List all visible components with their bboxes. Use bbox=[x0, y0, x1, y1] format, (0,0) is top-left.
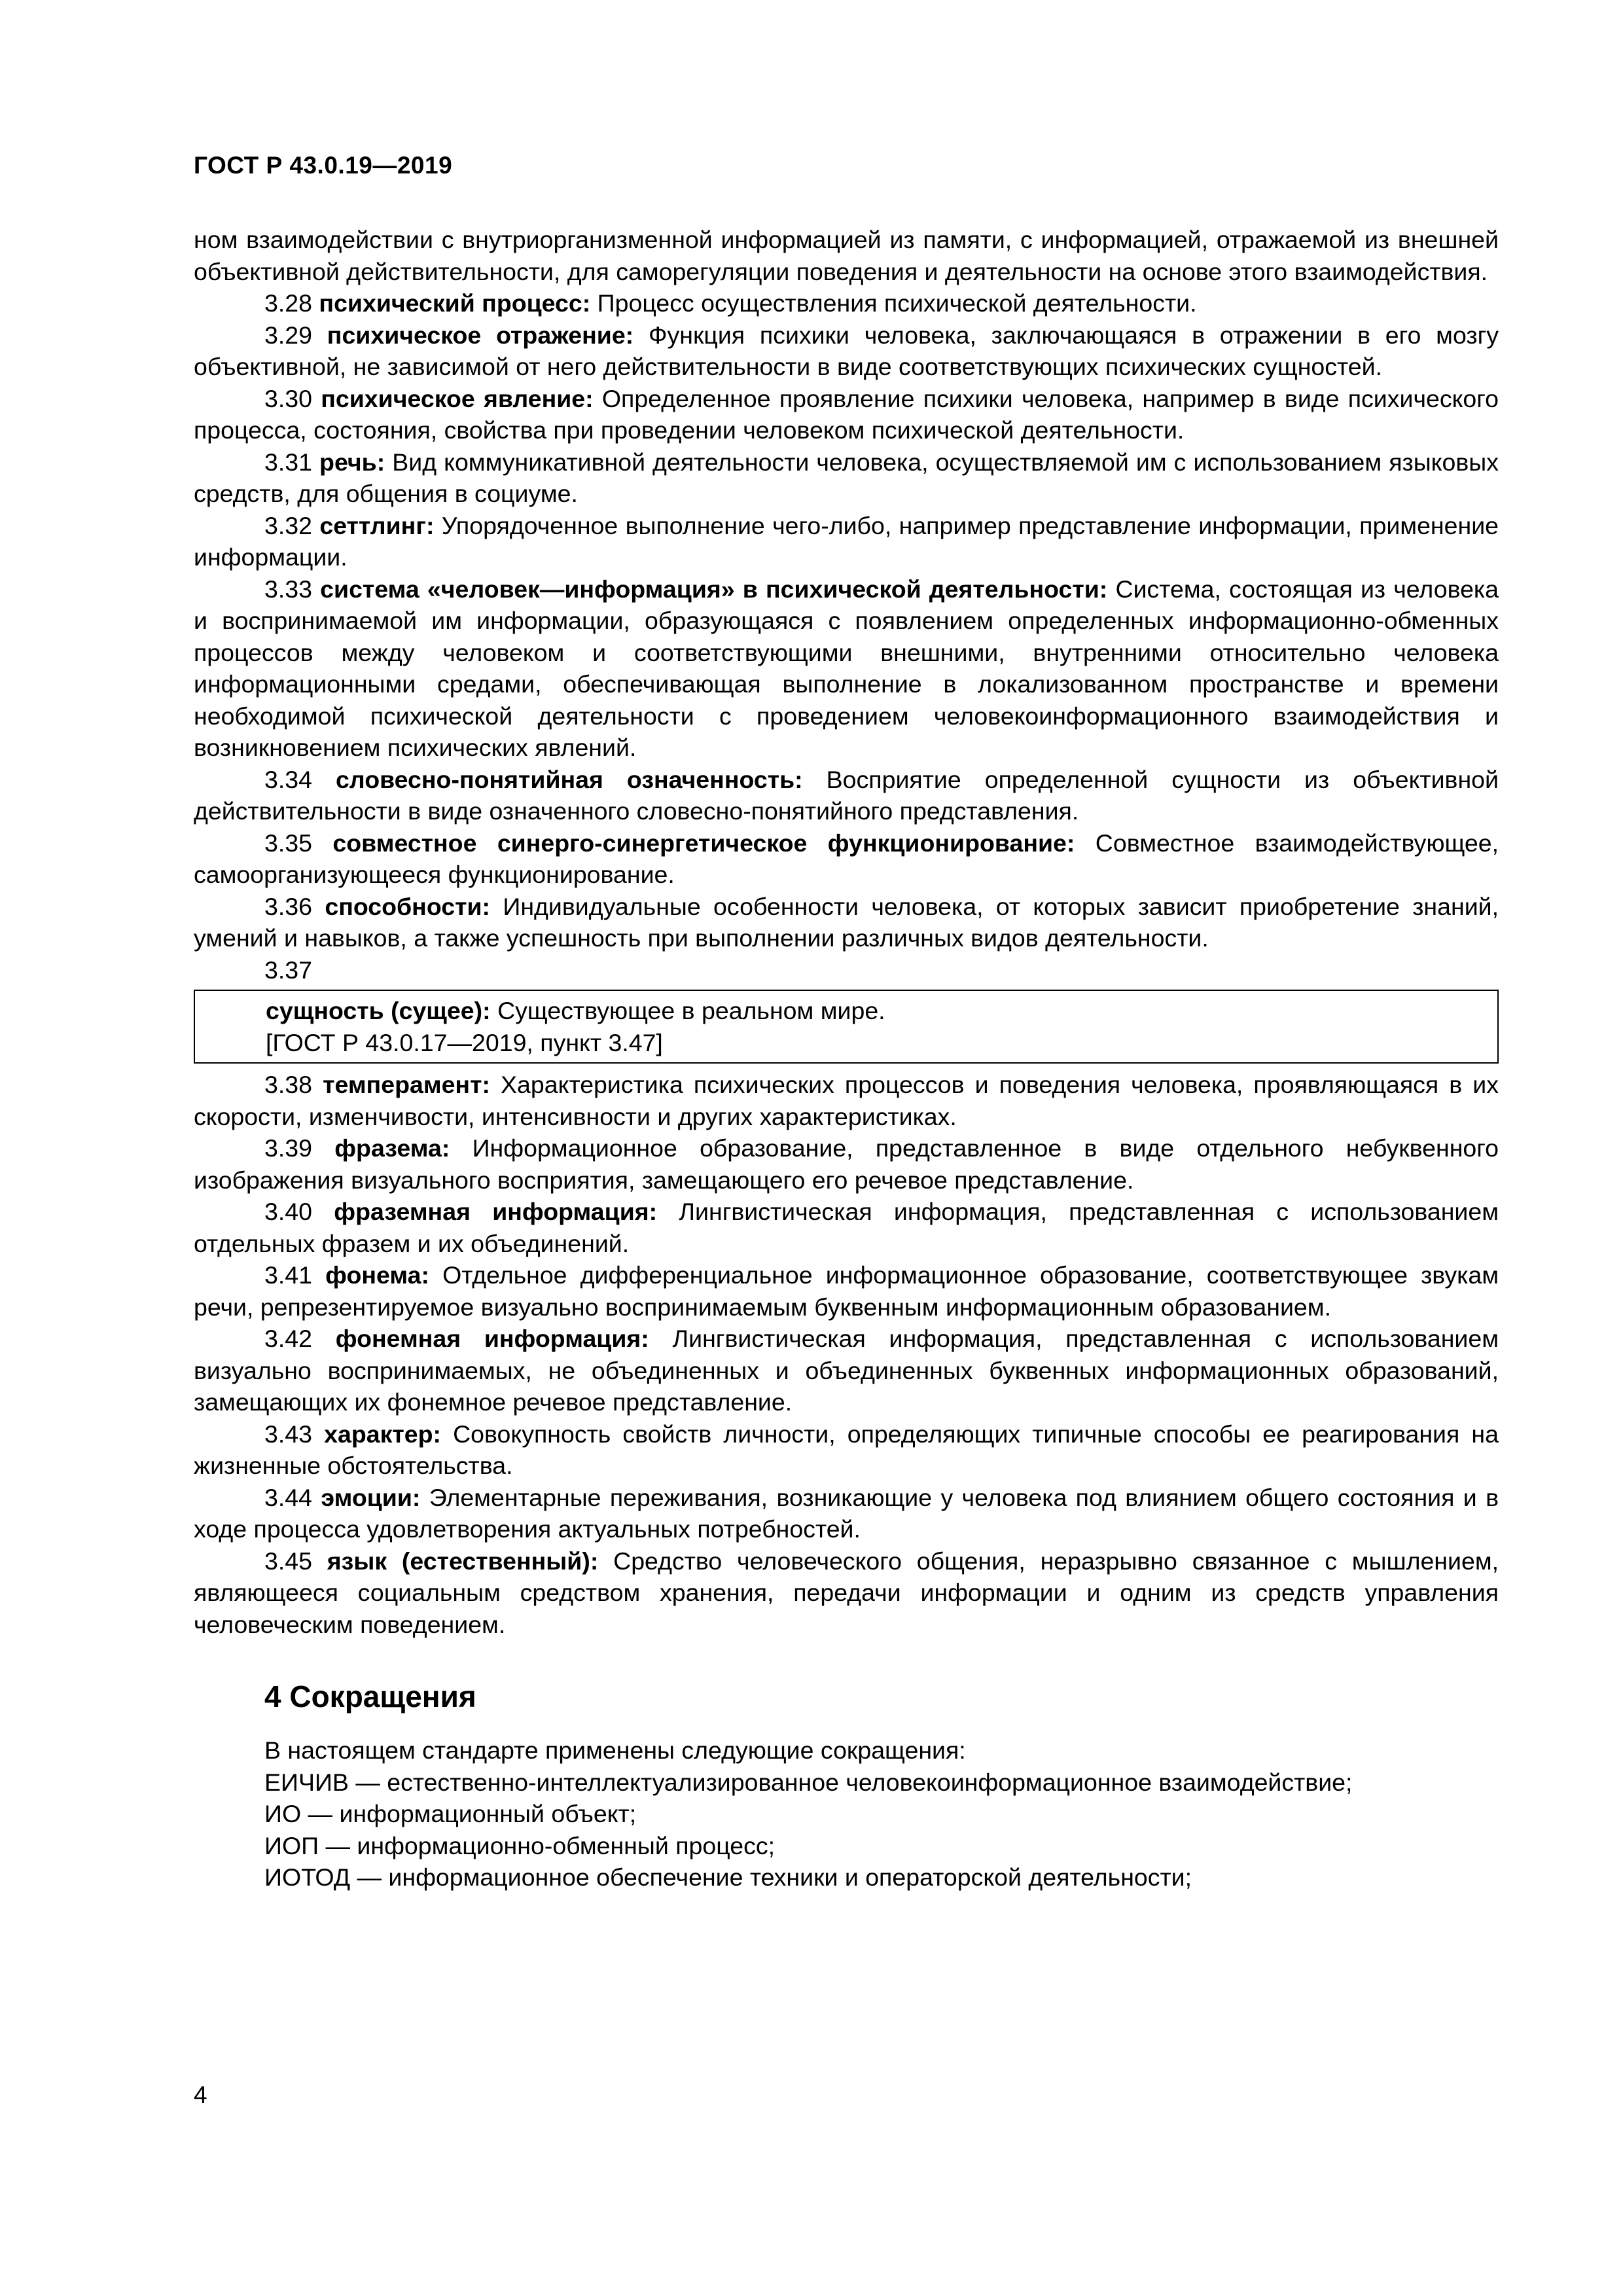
boxed-definition bbox=[194, 990, 1499, 1064]
term-number: 3.38 bbox=[264, 1071, 312, 1098]
abbreviation-item: ИОТОД — информационное обеспечение техники и операторской деятельности; bbox=[264, 1863, 1192, 1891]
term-number: 3.42 bbox=[264, 1325, 312, 1352]
term-entry bbox=[194, 764, 1499, 827]
term-definition: Лингвистическая информация, представленная с использованием отдельных фразем и их объединений. bbox=[194, 1198, 1499, 1257]
term-title: совместное синерго-синергетическое функционирование: bbox=[332, 829, 1075, 857]
term-definition: Процесс осуществления психической деятельности. bbox=[597, 289, 1197, 317]
term-definition: Вид коммуникативной деятельности человека, осуществляемой им с использованием языковых средств, для общения в социуме. bbox=[194, 448, 1499, 507]
boxed-definition-text bbox=[266, 995, 1497, 1027]
term-number: 3.29 bbox=[264, 321, 312, 349]
abbreviations-intro: В настоящем стандарте применены следующие сокращения: bbox=[264, 1736, 966, 1764]
abbreviation-item: ИОП — информационно-обменный процесс; bbox=[264, 1831, 776, 1859]
term-definition: Совместное взаимодействующее, самоорганизующееся функционирование. bbox=[194, 829, 1499, 888]
term-entry bbox=[194, 891, 1499, 954]
term-number: 3.36 bbox=[264, 892, 312, 920]
term-definition: Функция психики человека, заключающаяся в отражении в его мозгу объективной, не зависимой от него действительности в виде соответствующих психических сущностей. bbox=[194, 321, 1499, 380]
term-entry bbox=[194, 1196, 1499, 1259]
term-number: 3.41 bbox=[264, 1261, 312, 1289]
term-title: система «человек—информация» в психической деятельности: bbox=[320, 575, 1108, 603]
term-title: язык (естественный): bbox=[327, 1547, 599, 1575]
term-definition: Информационное образование, представленное в виде отдельного небуквенного изображения визуального восприятия, замещающего его речевое представление. bbox=[194, 1134, 1499, 1194]
boxed-term-text: Существующее в реальном мире. bbox=[497, 997, 885, 1024]
term-title: психическое отражение: bbox=[327, 321, 634, 349]
term-definition: Индивидуальные особенности человека, от которых зависит приобретение знаний, умений и навыков, а также успешность при выполнении различных видов деятельности. bbox=[194, 892, 1499, 952]
term-entry bbox=[194, 319, 1499, 383]
terms-list-after-box bbox=[194, 1069, 1499, 1640]
term-title: фонема: bbox=[325, 1261, 429, 1289]
term-entry bbox=[194, 827, 1499, 891]
term-title: эмоции: bbox=[321, 1483, 421, 1511]
term-title: речь: bbox=[319, 448, 385, 476]
term-title: психическое явление: bbox=[321, 384, 594, 412]
term-definition: Отдельное дифференциальное информационное образование, соответствующее звукам речи, репрезентируемое визуально воспринимаемым буквенным информационным образованием. bbox=[194, 1261, 1499, 1321]
term-number: 3.32 bbox=[264, 511, 312, 539]
term-number: 3.33 bbox=[264, 575, 312, 603]
term-definition: Определенное проявление психики человека, например в виде психического процесса, состояния, свойства при проведении человеком психической деятельности. bbox=[194, 384, 1499, 444]
term-title: словесно-понятийная означенность: bbox=[336, 765, 803, 793]
boxed-item-number: 3.37 bbox=[264, 956, 312, 984]
term-title: фраземная информация: bbox=[334, 1198, 658, 1225]
term-number: 3.40 bbox=[264, 1198, 312, 1225]
document-code-header: ГОСТ Р 43.0.19—2019 bbox=[194, 152, 453, 179]
term-title: способности: bbox=[325, 892, 491, 920]
term-entry bbox=[194, 573, 1499, 764]
term-definition: Восприятие определенной сущности из объективной действительности в виде означенного словесно-понятийного представления. bbox=[194, 765, 1499, 825]
term-number: 3.35 bbox=[264, 829, 312, 857]
term-number: 3.28 bbox=[264, 289, 312, 317]
term-number: 3.34 bbox=[264, 765, 312, 793]
term-definition: Лингвистическая информация, представленная с использованием визуально воспринимаемых, не объединенных и объединенных буквенных информационных образований, замещающих их фонемное речевое представление. bbox=[194, 1325, 1499, 1416]
abbreviation-item: ЕИЧИВ — естественно-интеллектуализированное человекоинформационное взаимодействие; bbox=[264, 1768, 1353, 1796]
boxed-term: сущность (сущее): bbox=[266, 997, 491, 1024]
term-number: 3.45 bbox=[264, 1547, 312, 1575]
term-number: 3.30 bbox=[264, 384, 312, 412]
term-entry bbox=[194, 383, 1499, 446]
term-number: 3.39 bbox=[264, 1134, 312, 1162]
term-entry bbox=[194, 1259, 1499, 1323]
term-entry bbox=[194, 1069, 1499, 1132]
document-body bbox=[194, 224, 1499, 1893]
abbreviations-list bbox=[194, 1767, 1499, 1893]
term-entry bbox=[194, 287, 1499, 319]
term-title: характер: bbox=[324, 1420, 441, 1448]
term-title: фразема: bbox=[334, 1134, 450, 1162]
term-number: 3.44 bbox=[264, 1483, 312, 1511]
section-title: 4 Сокращения bbox=[264, 1679, 476, 1713]
term-definition: Система, состоящая из человека и воспринимаемой им информации, образующаяся с появлением определенных информационно-обменных процессов между человеком и соответствующими внешними, внутренними относительно человека информационными средами, обеспечивающая выполнение в локализованном пространстве и времени необходимой психической деятельности с проведением человекоинформационного взаимодействия и возникновением психических явлений. bbox=[194, 575, 1499, 761]
term-entry bbox=[194, 510, 1499, 573]
term-number: 3.31 bbox=[264, 448, 312, 476]
term-entry bbox=[194, 1545, 1499, 1641]
term-entry bbox=[194, 1418, 1499, 1482]
term-entry bbox=[194, 446, 1499, 510]
terms-list-before-box bbox=[194, 287, 1499, 954]
term-number: 3.43 bbox=[264, 1420, 312, 1448]
term-entry bbox=[194, 1323, 1499, 1418]
term-definition: Характеристика психических процессов и поведения человека, проявляющаяся в их скорости, изменчивости, интенсивности и других характеристиках. bbox=[194, 1071, 1499, 1130]
term-title: фонемная информация: bbox=[335, 1325, 649, 1352]
term-definition: Упорядоченное выполнение чего-либо, например представление информации, применение информации. bbox=[194, 511, 1499, 571]
term-definition: Средство человеческого общения, неразрывно связанное с мышлением, являющееся социальным средством хранения, передачи информации и одним из средств управления человеческим поведением. bbox=[194, 1547, 1499, 1638]
page-number: 4 bbox=[194, 2081, 207, 2108]
term-title: темперамент: bbox=[323, 1071, 490, 1098]
term-entry bbox=[194, 1132, 1499, 1196]
term-definition: Совокупность свойств личности, определяющих типичные способы ее реагирования на жизненные обстоятельства. bbox=[194, 1420, 1499, 1479]
term-title: сеттлинг: bbox=[319, 511, 435, 539]
boxed-reference: [ГОСТ Р 43.0.17—2019, пункт 3.47] bbox=[266, 1028, 663, 1056]
abbreviation-item: ИО — информационный объект; bbox=[264, 1800, 637, 1827]
continuation-paragraph: ном взаимодействии с внутриорганизменной информацией из памяти, с информацией, отражаемой из внешней объективной действительности, для саморегуляции поведения и деятельности на основе этого взаимодействия. bbox=[194, 226, 1499, 285]
term-title: психический процесс: bbox=[319, 289, 591, 317]
term-entry bbox=[194, 1482, 1499, 1545]
term-definition: Элементарные переживания, возникающие у человека под влиянием общего состояния и в ходе процесса удовлетворения актуальных потребностей. bbox=[194, 1483, 1499, 1543]
